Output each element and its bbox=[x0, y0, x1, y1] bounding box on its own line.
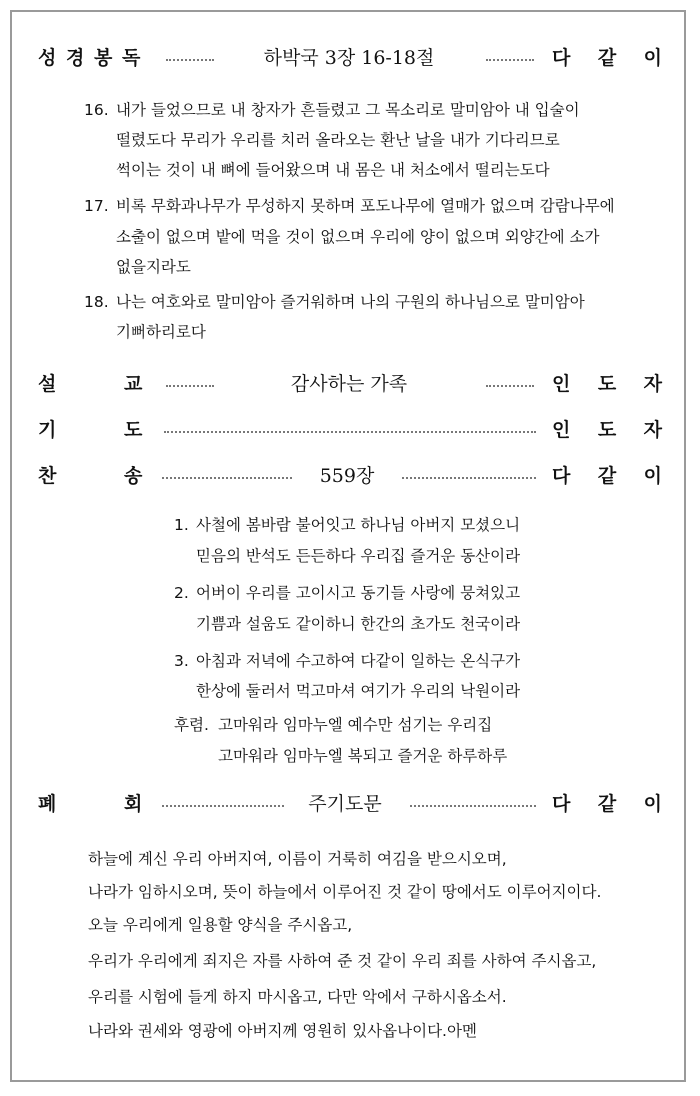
verse-line: 기뻐하리로다 bbox=[116, 323, 206, 341]
stanza-line: 어버이 우리를 고이시고 동기들 사랑에 뭉쳐있고 bbox=[196, 584, 521, 602]
leader-dots bbox=[162, 477, 292, 479]
stanza-line: 아침과 저녁에 수고하여 다같이 일하는 온식구가 bbox=[196, 652, 521, 670]
verse-line: 없을지라도 bbox=[116, 258, 191, 276]
prayer-line: 나라와 권세와 영광에 아버지께 영원히 있사옵나이다.아멘 bbox=[88, 1022, 477, 1040]
leader-dots bbox=[166, 385, 214, 387]
reading-label-char: 경 bbox=[66, 47, 85, 69]
reading-title: 하박국 3장 16-18절 bbox=[263, 47, 435, 69]
prayer-line: 하늘에 계신 우리 아버지여, 이름이 거룩히 여김을 받으시오며, bbox=[88, 850, 507, 868]
verse-line: 내가 들었으므로 내 창자가 흔들렸고 그 목소리로 말미암아 내 입술이 bbox=[116, 101, 580, 119]
stanza-number: 3. bbox=[174, 652, 189, 670]
leader-dots bbox=[486, 59, 534, 61]
prayer-line: 나라가 임하시오며, 뜻이 하늘에서 이루어진 것 같이 땅에서도 이루어지이다. bbox=[88, 883, 602, 901]
verse-line: 떨렸도다 무리가 우리를 치러 올라오는 환난 날을 내가 기다리므로 bbox=[116, 131, 560, 149]
closing-responder: 다 같 이 bbox=[552, 793, 662, 815]
reading-responder: 다 같 이 bbox=[552, 47, 662, 69]
reading-label-char: 독 bbox=[122, 47, 141, 69]
sermon-label-char: 설 bbox=[38, 373, 57, 395]
sermon-row bbox=[38, 367, 662, 401]
leader-dots bbox=[486, 385, 534, 387]
prayer-responder: 인 도 자 bbox=[552, 419, 662, 441]
closing-label-char: 폐 bbox=[38, 793, 57, 815]
leader-dots bbox=[410, 805, 536, 807]
leader-dots bbox=[162, 805, 284, 807]
verse-number: 18. bbox=[84, 293, 109, 311]
hymn-responder: 다 같 이 bbox=[552, 465, 662, 487]
prayer-label-char: 도 bbox=[124, 419, 143, 441]
closing-row bbox=[38, 787, 662, 821]
hymn-label-char: 찬 bbox=[38, 465, 57, 487]
sermon-title: 감사하는 가족 bbox=[290, 373, 408, 395]
verse-line: 나는 여호와로 말미암아 즐거워하며 나의 구원의 하나님으로 말미암아 bbox=[116, 293, 585, 311]
leader-dots bbox=[166, 59, 214, 61]
leader-dots bbox=[402, 477, 536, 479]
prayer-line: 우리를 시험에 들게 하지 마시옵고, 다만 악에서 구하시옵소서. bbox=[88, 988, 507, 1006]
reading-row bbox=[38, 41, 662, 75]
refrain-line: 고마워라 임마누엘 예수만 섬기는 우리집 bbox=[218, 716, 493, 734]
verse-number: 17. bbox=[84, 197, 109, 215]
stanza-line: 사철에 봄바람 불어잇고 하나님 아버지 모셨으니 bbox=[196, 516, 521, 534]
reading-label-char: 성 bbox=[38, 47, 57, 69]
reading-label-char: 봉 bbox=[94, 47, 113, 69]
stanza-number: 1. bbox=[174, 516, 189, 534]
sermon-responder: 인 도 자 bbox=[552, 373, 662, 395]
stanza-line: 믿음의 반석도 든든하다 우리집 즐거운 동산이라 bbox=[196, 547, 521, 565]
verse-number: 16. bbox=[84, 101, 109, 119]
stanza-number: 2. bbox=[174, 584, 189, 602]
prayer-line: 오늘 우리에게 일용할 양식을 주시옵고, bbox=[88, 916, 353, 934]
closing-label-char: 회 bbox=[124, 793, 143, 815]
prayer-label-char: 기 bbox=[38, 419, 57, 441]
prayer-row bbox=[38, 413, 662, 447]
hymn-label-char: 송 bbox=[124, 465, 143, 487]
verse-line: 썩이는 것이 내 뼈에 들어왔으며 내 몸은 내 처소에서 떨리는도다 bbox=[116, 161, 550, 179]
refrain-line: 고마워라 임마누엘 복되고 즐거운 하루하루 bbox=[218, 747, 508, 765]
stanza-line: 한상에 둘러서 먹고마셔 여기가 우리의 낙원이라 bbox=[196, 682, 521, 700]
sermon-label-char: 교 bbox=[124, 373, 143, 395]
hymn-row bbox=[38, 459, 662, 493]
hymn-number: 559장 bbox=[319, 465, 375, 487]
refrain-label: 후렴. bbox=[174, 716, 209, 734]
verse-line: 소출이 없으며 밭에 먹을 것이 없으며 우리에 양이 없으며 외양간에 소가 bbox=[116, 228, 600, 246]
prayer-line: 우리가 우리에게 죄지은 자를 사하여 준 것 같이 우리 죄를 사하여 주시옵고, bbox=[88, 952, 597, 970]
leader-dots bbox=[164, 431, 536, 433]
closing-title: 주기도문 bbox=[308, 793, 382, 815]
verse-line: 비록 무화과나무가 무성하지 못하며 포도나무에 열매가 없으며 감람나무에 bbox=[116, 197, 615, 215]
stanza-line: 기쁨과 설움도 같이하니 한간의 초가도 천국이라 bbox=[196, 615, 521, 633]
